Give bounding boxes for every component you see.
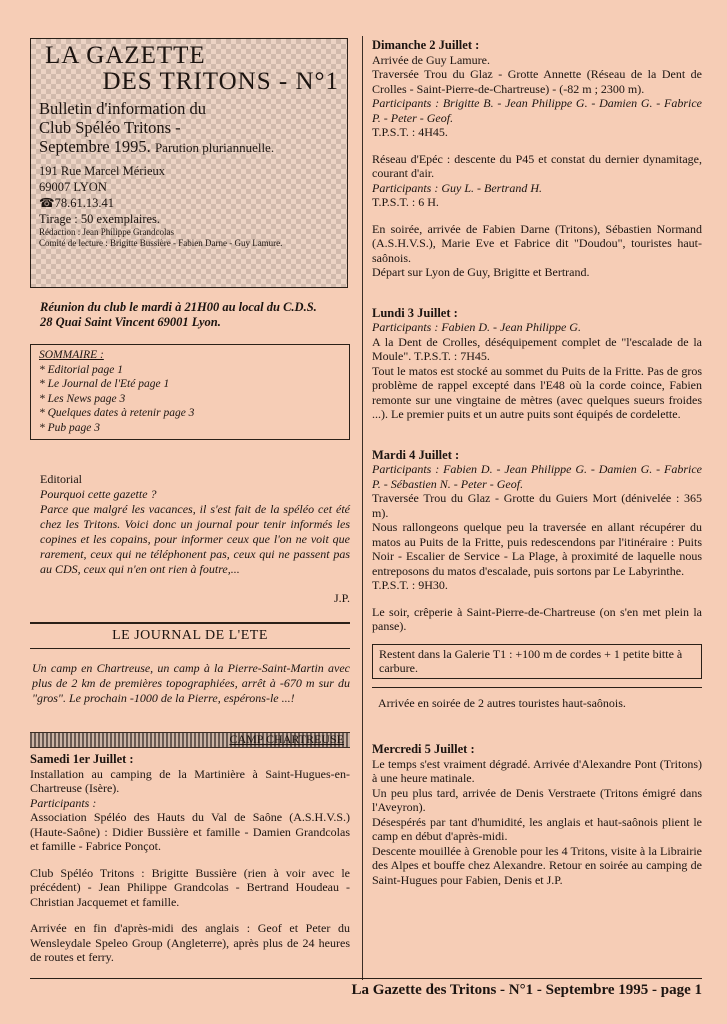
day-heading: Mercredi 5 Juillet : — [372, 742, 475, 756]
entry-text: En soirée, arrivée de Fabien Darne (Tritons), Sébastien Normand (A.S.H.V.S.), Marie Eve et Fabrice dit "Doudou", touristes haut-saônois. — [372, 221, 702, 265]
address-line2: 69007 LYON — [39, 180, 107, 194]
participants: Participants : Fabien D. - Jean Philippe G. - Damien G. - Fabrice P. - Sébastien N. - Peter - Geof. — [372, 462, 702, 491]
editorial-body: Parce que malgré les vacances, il s'est fait de la spéléo cet été chez les Tritons. Voici donc un journal pour tenir informés les copines et les copains, pour informer ceux que l'on ne voit que rarement, ceux qui ne téléphonent pas, ceux qui ne passent pas au CDS, ceux qui n'en ont rien à foutre,... — [40, 502, 350, 576]
participants: Participants : Guy L. - Bertrand H. — [372, 180, 542, 195]
entry-text: Tout le matos est stocké au sommet du Puits de la Fritte. Pas de gros problème de rappel excepté dans l'E48 où la corde coince, Fabien remonte sur une vingtaine de mètres (avec quelques sueurs froides ...). Le premier puits et un autre puits sont équipés de cordelette. — [372, 363, 702, 421]
sommaire-item: * Quelques dates à retenir page 3 — [39, 407, 195, 419]
day-heading: Lundi 3 Juillet : — [372, 305, 458, 320]
entry-text: Départ sur Lyon de Guy, Brigitte et Bertrand. — [372, 265, 590, 279]
entry-mardi — [372, 448, 702, 634]
editorial-question: Pourquoi cette gazette ? — [40, 487, 157, 501]
day-heading: Mardi 4 Juillet : — [372, 447, 460, 462]
participants: Participants : Brigitte B. - Jean Philippe G. - Damien G. - Fabrice P. - Peter - Geof. — [372, 96, 702, 125]
tpst: T.P.S.T. : 4H45. — [372, 125, 448, 139]
subtitle-line2: Club Spéléo Tritons - — [39, 118, 181, 137]
entry-mercredi — [372, 742, 702, 887]
galerie-box: Restent dans la Galerie T1 : +100 m de cordes + 1 petite bitte à carbure. — [372, 644, 702, 679]
journal-intro: Un camp en Chartreuse, un camp à la Pierre-Saint-Martin avec plus de 2 km de premières topographiées, arrêt à -670 m sur du "gros". Le prochain -1000 de la Pierre, espérons-le ...! — [32, 661, 350, 705]
participants-label: Participants : — [30, 795, 97, 810]
entry-text: Traversée Trou du Glaz - Grotte du Guiers Mort (dénivelée : 365 m). — [372, 491, 702, 520]
entry-text: Arrivée de Guy Lamure. — [372, 52, 490, 67]
tpst: T.P.S.T. : 9H30. — [372, 578, 448, 592]
entry-text: Le soir, crêperie à Saint-Pierre-de-Chartreuse (on s'en met plein la panse). — [372, 604, 702, 633]
left-column — [30, 38, 350, 965]
sommaire-item: * Pub page 3 — [39, 421, 101, 434]
entry-samedi — [30, 752, 350, 965]
masthead-subtitle — [39, 99, 339, 157]
day-heading: Dimanche 2 Juillet : — [372, 38, 480, 52]
tirage: Tirage : 50 exemplaires. — [39, 212, 161, 226]
sommaire-item: * Le Journal de l'Eté page 1 — [39, 378, 170, 390]
entry-text: Installation au camping de la Martinière à Saint-Hugues-en-Chartreuse (Isère). — [30, 766, 350, 795]
reunion-line2: 28 Quai Saint Vincent 69001 Lyon. — [40, 315, 221, 329]
masthead — [30, 38, 348, 288]
page-footer: La Gazette des Tritons - N°1 - Septembre 1995 - page 1 — [30, 978, 702, 999]
editorial — [30, 472, 350, 606]
subtitle-line3-wrap — [39, 137, 339, 157]
entry-text: A la Dent de Crolles, déséquipement complet de "l'escalade de la Moule". T.P.S.T. : 7H45. — [372, 334, 702, 363]
entry-text: Le temps s'est vraiment dégradé. Arrivée d'Alexandre Pont (Tritons) à une heure matinale. — [372, 756, 702, 785]
entry-text: Descente mouillée à Grenoble pour les 4 Tritons, visite à la Librairie des Alpes et bouffe chez Alexandre. Retour en soirée au camping de Saint-Hugues pour Fabien, Denis et J.P. — [372, 843, 702, 887]
subtitle-line3: Septembre 1995. — [39, 137, 151, 156]
parution: Parution pluriannuelle. — [154, 140, 275, 155]
entry-text: Traversée Trou du Glaz - Grotte Annette (Réseau de la Dent de Crolles - Saint-Pierre-de-Chartreuse) - (-82 m ; 2300 m). — [372, 67, 702, 96]
touristes-note: Arrivée en soirée de 2 autres touristes haut-saônois. — [372, 687, 702, 713]
address-line1: 191 Rue Marcel Mérieux — [39, 164, 166, 178]
reunion-line1: Réunion du club le mardi à 21H00 au local du C.D.S. — [40, 300, 317, 314]
redaction: Rédaction : Jean Philippe Grandcolas — [39, 227, 174, 237]
entry-text: Un peu plus tard, arrivée de Denis Verstraete (Tritons émigré dans l'Aveyron). — [372, 785, 702, 814]
subtitle-line1: Bulletin d'information du — [39, 99, 207, 118]
masthead-title-line2: DES TRITONS - N°1 — [102, 68, 339, 95]
sommaire-box — [30, 344, 350, 440]
entry-text: Désespérés par tant d'humidité, les anglais et haut-saônois plient le camp en début d'après-midi. — [372, 814, 702, 843]
camp-banner — [30, 732, 350, 748]
reunion-notice — [40, 300, 350, 330]
participants: Participants : Fabien D. - Jean Philippe G. — [372, 320, 581, 334]
entry-text: Club Spéléo Tritons : Brigitte Bussière (rien à voir avec le précédent) - Jean Philippe Grandcolas - Bertrand Houdeau - Christian Jacquemet et famille. — [30, 865, 350, 909]
address — [39, 163, 339, 211]
entry-text: Nous rallongeons quelque peu la traversée en allant récupérer du matos au Puits de la Fritte, puis redescendons par l'itinéraire : Puits Noir - Escalier de Service - La Plage, à proximité de laquelle nous entreposons du matos d'escalade, puis sortons par Le Labyrinthe. — [372, 520, 702, 578]
entry-text: Réseau d'Epéc : descente du P45 et constat du dernier dynamitage, courant d'air. — [372, 151, 702, 180]
entry-lundi — [372, 306, 702, 422]
editorial-signature: J.P. — [333, 591, 350, 605]
day-heading: Samedi 1er Juillet : — [30, 752, 134, 766]
phone: ☎78.61.13.41 — [39, 196, 114, 210]
entry-text: Association Spéléo des Hauts du Val de Saône (A.S.H.V.S.) (Haute-Saône) : Didier Bussière et famille - Damien Grandcolas et famille - Fabrice Ponçot. — [30, 810, 350, 853]
camp-title: CAMP CHARTREUSE — [229, 732, 344, 746]
masthead-title-line1: LA GAZETTE — [45, 42, 206, 69]
entry-dimanche — [372, 38, 702, 280]
journal-section-title: LE JOURNAL DE L'ETE — [30, 622, 350, 649]
sommaire-item: * Editorial page 1 — [39, 363, 124, 376]
right-column — [372, 38, 702, 887]
tpst: T.P.S.T. : 6 H. — [372, 195, 439, 209]
sommaire-item: * Les News page 3 — [39, 392, 126, 405]
comite: Comité de lecture : Brigitte Bussière - Fabien Darne - Guy Lamure. — [39, 238, 283, 248]
column-divider — [362, 36, 363, 980]
sommaire-heading: SOMMAIRE : — [39, 349, 104, 361]
entry-text: Arrivée en fin d'après-midi des anglais : Geof et Peter du Wensleydale Speleo Group (Angleterre), après plus de 24 heures de routes et ferry. — [30, 921, 350, 964]
editorial-heading: Editorial — [40, 472, 82, 486]
